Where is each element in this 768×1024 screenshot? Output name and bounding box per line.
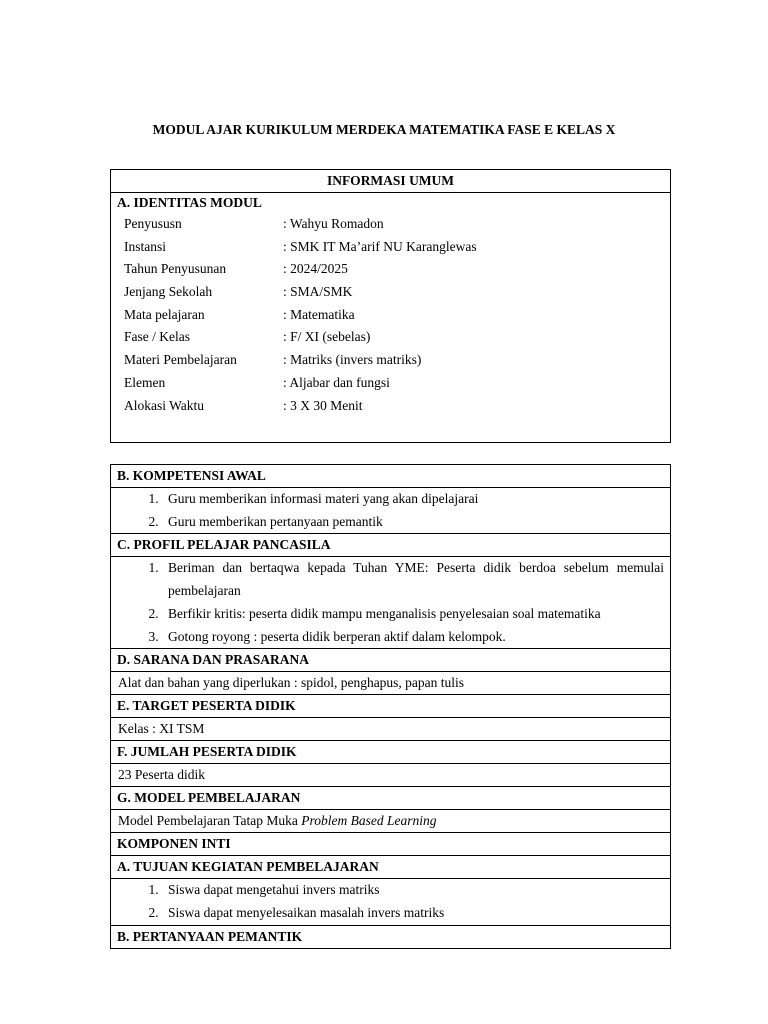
info-label: Instansi (124, 238, 166, 254)
info-label: Jenjang Sekolah (124, 284, 213, 300)
kompetensi-awal-list (117, 488, 664, 533)
identitas-modul-heading: A. IDENTITAS MODUL (117, 195, 262, 210)
info-row-jenjang (124, 281, 664, 304)
info-label: Elemen (124, 374, 166, 390)
model-text (111, 810, 671, 833)
info-value: : Matematika (283, 306, 355, 322)
info-row-mapel (124, 304, 664, 327)
kompetensi-awal-list-cell (111, 488, 671, 534)
model-text-prefix: Model Pembelajaran Tatap Muka (118, 813, 302, 829)
informasi-umum-table (110, 169, 671, 443)
info-row-materi (124, 349, 664, 372)
info-label: Fase / Kelas (124, 329, 190, 345)
tujuan-list-cell (111, 879, 671, 925)
profil-pelajar-heading: C. PROFIL PELAJAR PANCASILA (111, 534, 671, 557)
jumlah-text: 23 Peserta didik (111, 764, 671, 787)
info-value: : 3 X 30 Menit (283, 397, 363, 413)
list-item: 2. Berfikir kritis: peserta didik mampu menganalisis penyelesaian soal matematika (162, 603, 664, 626)
info-value: : SMK IT Ma’arif NU Karanglewas (283, 238, 477, 254)
profil-pelajar-list (117, 557, 664, 648)
sarana-text: Alat dan bahan yang diperlukan : spidol, penghapus, papan tulis (111, 672, 671, 695)
list-item: 3. Gotong royong : peserta didik berperan aktif dalam kelompok. (162, 626, 664, 649)
info-label: Mata pelajaran (124, 306, 205, 322)
tujuan-heading: A. TUJUAN KEGIATAN PEMBELAJARAN (111, 856, 671, 879)
info-row-fase (124, 326, 664, 349)
info-value: : Aljabar dan fungsi (283, 374, 390, 390)
info-row-instansi (124, 236, 664, 259)
info-label: Alokasi Waktu (124, 397, 205, 413)
info-row-penyusun (124, 213, 664, 236)
list-item: 1. Beriman dan bertaqwa kepada Tuhan YME: Peserta didik berdoa sebelum memulai pembelajaran (162, 557, 664, 602)
model-heading: G. MODEL PEMBELAJARAN (111, 787, 671, 810)
list-item: 2. Guru memberikan pertanyaan pemantik (162, 511, 664, 534)
kompetensi-awal-heading: B. KOMPETENSI AWAL (111, 465, 671, 488)
info-value: : Wahyu Romadon (283, 216, 384, 231)
info-label: Materi Pembelajaran (124, 352, 237, 368)
list-item: 1. Guru memberikan informasi materi yang akan dipelajarai (162, 488, 664, 511)
informasi-umum-heading: INFORMASI UMUM (111, 170, 671, 193)
target-text: Kelas : XI TSM (111, 718, 671, 741)
identitas-modul-grid (117, 213, 664, 417)
info-row-tahun (124, 258, 664, 281)
model-text-italic: Problem Based Learning (301, 813, 437, 829)
info-value: : F/ XI (sebelas) (283, 329, 371, 345)
list-item: 2. Siswa dapat menyelesaikan masalah invers matriks (162, 902, 664, 925)
komponen-inti-heading: KOMPONEN INTI (111, 833, 671, 856)
komponen-table (110, 464, 671, 949)
info-value: : Matriks (invers matriks) (283, 352, 422, 368)
jumlah-heading: F. JUMLAH PESERTA DIDIK (111, 741, 671, 764)
identitas-modul-cell (111, 193, 671, 443)
info-label: Tahun Penyusunan (124, 261, 227, 277)
list-item: 1. Siswa dapat mengetahui invers matriks (162, 879, 664, 902)
info-row-elemen (124, 372, 664, 395)
tujuan-list (117, 879, 664, 924)
info-value: : SMA/SMK (283, 284, 353, 300)
document-title: MODUL AJAR KURIKULUM MERDEKA MATEMATIKA FASE E KELAS X (152, 122, 616, 137)
info-value: : 2024/2025 (283, 261, 348, 277)
target-heading: E. TARGET PESERTA DIDIK (111, 695, 671, 718)
info-label: Penyususn (124, 216, 182, 231)
sarana-heading: D. SARANA DAN PRASARANA (111, 649, 671, 672)
profil-pelajar-list-cell (111, 557, 671, 649)
pertanyaan-pemantik-heading: B. PERTANYAAN PEMANTIK (111, 925, 671, 948)
info-row-alokasi (124, 395, 664, 418)
